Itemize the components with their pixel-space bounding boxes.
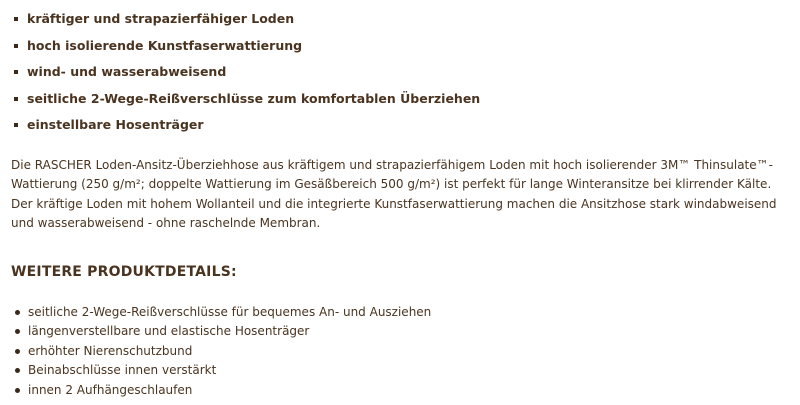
square-bullet-icon	[14, 97, 18, 101]
product-description: Die RASCHER Loden-Ansitz-Überziehhose aus kräftigem und strapazierfähigem Loden mit hoch isolierender 3M™ Thinsulate™-Wattierung (250 g/m²; doppelte Wattierung im Gesäßbereich 500 g/m²) ist perfekt für lange Winteransitze bei klirrender Kälte. Der kräftige Loden mit hohem Wollanteil und die integrierte Kunstfaserwattierung machen die Ansitzhose stark windabweisend und wasserabweisend - ohne raschelnde Membran.	[11, 158, 777, 230]
round-bullet-icon	[15, 388, 20, 393]
feature-list	[13, 9, 480, 142]
feature-item	[13, 115, 480, 142]
feature-text: kräftiger und strapazierfähiger Loden	[27, 11, 295, 26]
detail-item	[14, 322, 431, 341]
details-heading: WEITERE PRODUKTDETAILS:	[11, 264, 237, 280]
round-bullet-icon	[15, 310, 20, 315]
detail-item	[14, 381, 431, 400]
round-bullet-icon	[15, 368, 20, 373]
feature-item	[13, 89, 480, 116]
detail-item	[14, 361, 431, 380]
feature-item	[13, 9, 480, 36]
square-bullet-icon	[14, 70, 18, 74]
detail-text: erhöhter Nierenschutzbund	[28, 343, 193, 358]
detail-item	[14, 303, 431, 322]
detail-text: innen 2 Aufhängeschlaufen	[28, 382, 193, 397]
detail-text: Beinabschlüsse innen verstärkt	[28, 363, 217, 378]
detail-text: seitliche 2-Wege-Reißverschlüsse für bequemes An- und Ausziehen	[28, 305, 432, 319]
details-list	[14, 303, 431, 400]
square-bullet-icon	[14, 44, 18, 48]
feature-text: seitliche 2-Wege-Reißverschlüsse zum komfortablen Überziehen	[27, 90, 481, 106]
detail-text: längenverstellbare und elastische Hosenträger	[28, 324, 310, 339]
square-bullet-icon	[14, 17, 18, 21]
square-bullet-icon	[14, 123, 18, 127]
round-bullet-icon	[15, 329, 20, 334]
feature-text: wind- und wasserabweisend	[27, 64, 227, 79]
feature-text: hoch isolierende Kunstfaserwattierung	[27, 37, 303, 53]
round-bullet-icon	[15, 349, 20, 354]
detail-item	[14, 342, 431, 361]
feature-text: einstellbare Hosenträger	[27, 117, 204, 132]
feature-item	[13, 62, 480, 89]
feature-item	[13, 36, 480, 63]
